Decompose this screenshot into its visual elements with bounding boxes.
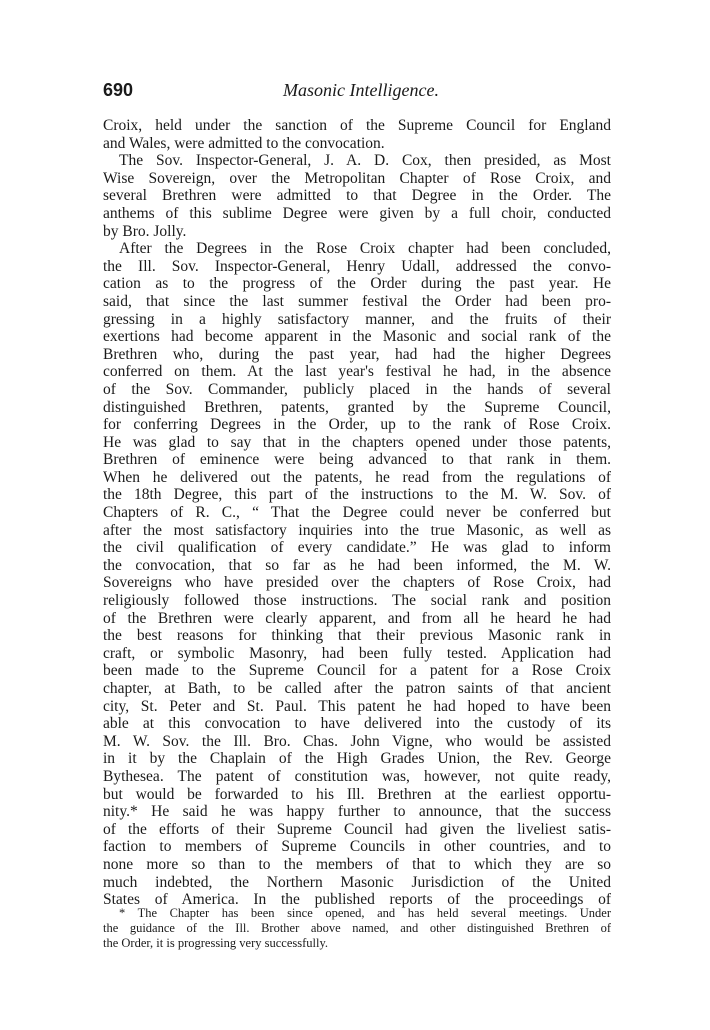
text-line: faction to members of Supreme Councils in other countries, and to: [103, 838, 611, 856]
text-line: been made to the Supreme Council for a patent for a Rose Croix: [103, 662, 611, 680]
running-head: Masonic Intelligence.: [283, 80, 439, 100]
text-line: of the Brethren were clearly apparent, and from all he heard he had: [103, 609, 611, 627]
text-line: When he delivered out the patents, he read from the regulations of: [103, 468, 611, 486]
text-line: none more so than to the members of that to which they are so: [103, 855, 611, 873]
text-line: the convocation, that so far as he had been informed, the M. W.: [103, 556, 611, 574]
text-line: gressing in a highly satisfactory manner, and the fruits of their: [103, 310, 611, 328]
footnote-line: the guidance of the Ill. Brother above named, and other distinguished Brethren of: [103, 921, 611, 935]
text-line: and Wales, were admitted to the convocation.: [103, 134, 385, 152]
text-line: Croix, held under the sanction of the Supreme Council for England: [103, 117, 611, 134]
text-line: craft, or symbolic Masonry, had been fully tested. Application had: [103, 644, 611, 662]
text-line: anthems of this sublime Degree were given by a full choir, conducted: [103, 204, 611, 222]
text-line: Bythesea. The patent of constitution was, however, not quite ready,: [103, 767, 611, 785]
text-line: exertions had become apparent in the Masonic and social rank of the: [103, 328, 611, 346]
text-line: of the Sov. Commander, publicly placed in the hands of several: [103, 380, 611, 398]
text-line: of the efforts of their Supreme Council had given the liveliest satis-: [103, 820, 611, 838]
body-text: [103, 117, 611, 909]
text-line: chapter, at Bath, to be called after the patron saints of that ancient: [103, 680, 611, 697]
text-line: said, that since the last summer festival the Order had been pro-: [103, 292, 611, 310]
text-line: States of America. In the published reports of the proceedings of: [103, 891, 611, 909]
text-line: Sovereigns who have presided over the chapters of Rose Croix, had: [103, 574, 611, 592]
text-line: M. W. Sov. the Ill. Bro. Chas. John Vigne, who would be assisted: [103, 732, 611, 750]
text-line: conferred on them. At the last year's festival he had, in the absence: [103, 363, 611, 381]
text-line: the best reasons for thinking that their previous Masonic rank in: [103, 627, 611, 645]
page-number: 690: [103, 80, 134, 100]
footnote-line: the Order, it is progressing very successfully.: [103, 936, 329, 950]
text-line: nity.* He said he was happy further to announce, that the success: [103, 803, 611, 821]
text-line: Brethren of eminence were being advanced to that rank in them.: [103, 451, 611, 469]
page-header: [103, 80, 611, 104]
text-line: several Brethren were admitted to that Degree in the Order. The: [103, 187, 611, 205]
text-line: much indebted, the Northern Masonic Jurisdiction of the United: [103, 873, 611, 891]
text-line: cation as to the progress of the Order during the past year. He: [103, 275, 611, 293]
text-line: He was glad to say that in the chapters opened under those patents,: [103, 433, 611, 451]
text-line: Chapters of R. C., “ That the Degree could never be conferred but: [103, 504, 611, 522]
text-line: the 18th Degree, this part of the instructions to the M. W. Sov. of: [103, 486, 611, 504]
text-line: After the Degrees in the Rose Croix chapter had been concluded,: [119, 240, 611, 258]
text-line: for conferring Degrees in the Order, up to the rank of Rose Croix.: [103, 416, 611, 434]
footnote-line: * The Chapter has been since opened, and has held several meetings. Under: [119, 906, 611, 920]
text-line: religiously followed those instructions. The social rank and position: [103, 592, 611, 610]
text-line: distinguished Brethren, patents, granted by the Supreme Council,: [103, 398, 611, 416]
text-line: able at this convocation to have delivered into the custody of its: [103, 715, 611, 733]
text-line: after the most satisfactory inquiries into the true Masonic, as well as: [103, 521, 611, 539]
text-line: city, St. Peter and St. Paul. This patent he had hoped to have been: [103, 697, 611, 715]
text-line: but would be forwarded to his Ill. Brethren at the earliest opportu-: [103, 785, 611, 803]
text-line: Wise Sovereign, over the Metropolitan Chapter of Rose Croix, and: [103, 169, 611, 187]
text-line: Brethren who, during the past year, had had the higher Degrees: [103, 345, 611, 363]
text-line: in it by the Chaplain of the High Grades Union, the Rev. George: [103, 750, 611, 768]
text-line: the Ill. Sov. Inspector-General, Henry Udall, addressed the convo-: [103, 257, 611, 275]
text-line: The Sov. Inspector-General, J. A. D. Cox, then presided, as Most: [119, 152, 611, 170]
footnote: [103, 906, 611, 951]
text-line: the civil qualification of every candidate.” He was glad to inform: [103, 539, 611, 557]
text-line: by Bro. Jolly.: [103, 222, 187, 240]
